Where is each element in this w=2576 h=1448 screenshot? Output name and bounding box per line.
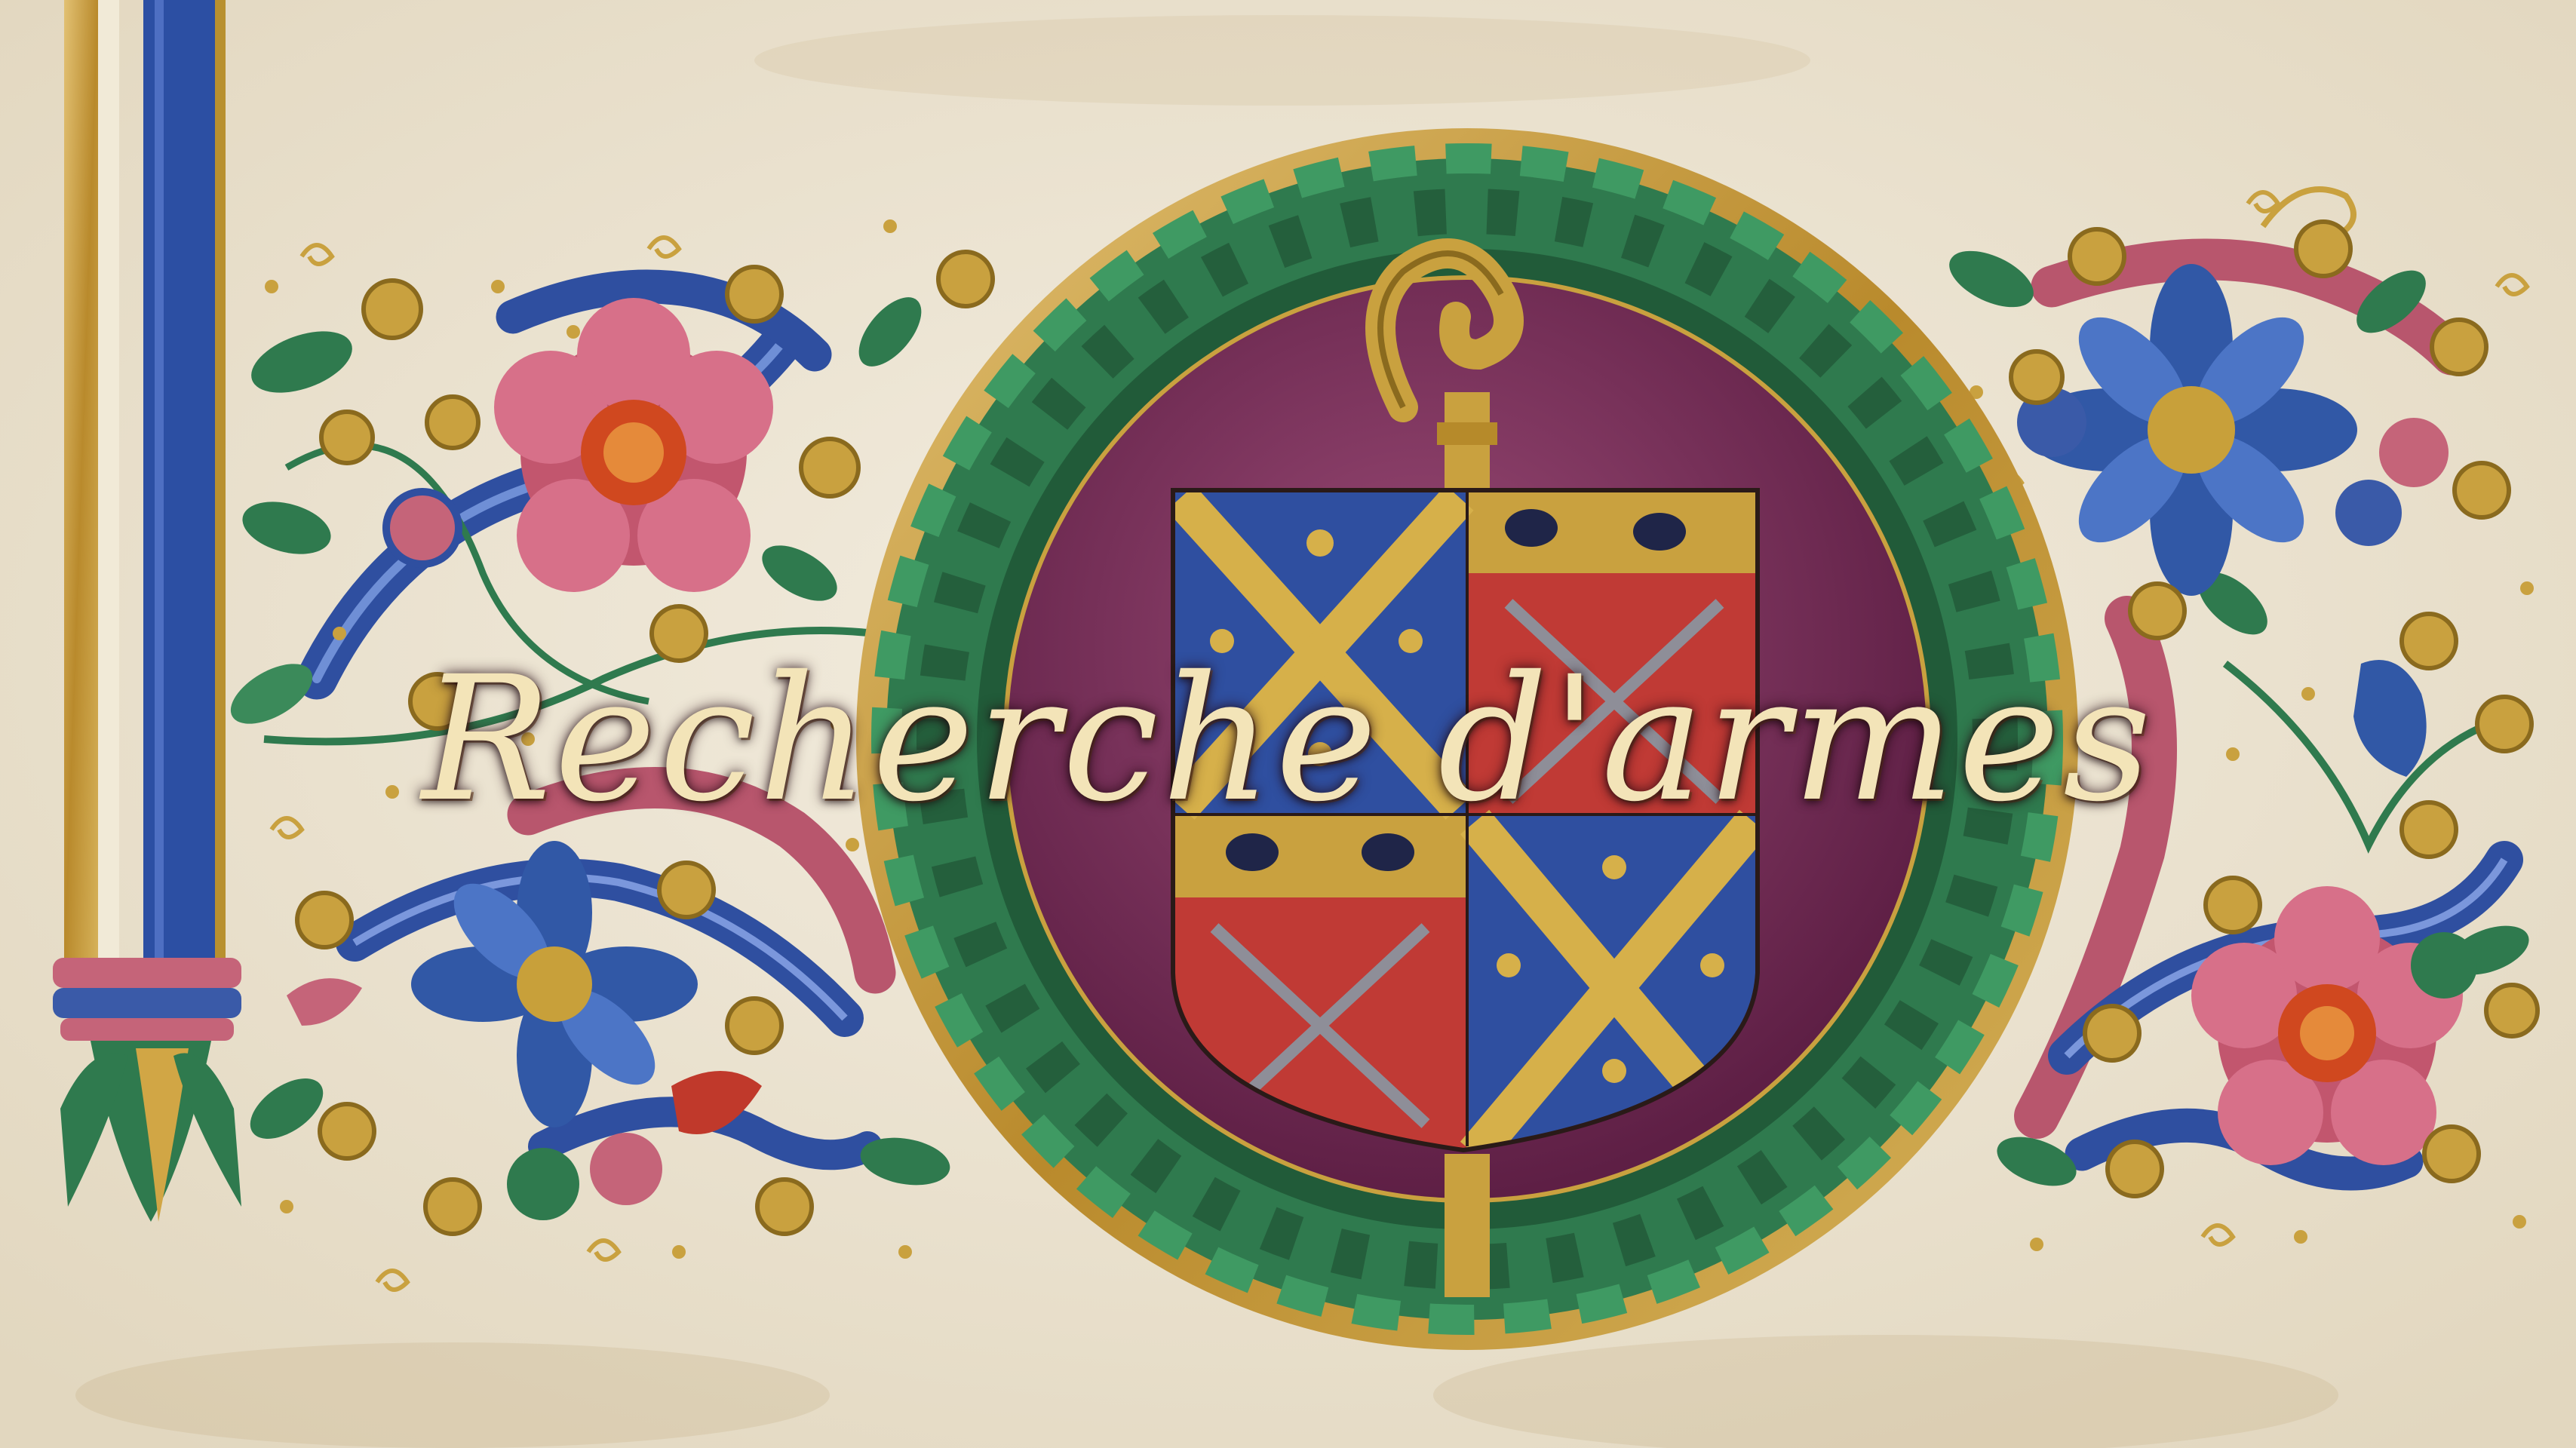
heraldic-medallion <box>856 128 2078 1350</box>
page-title: Recherche d'armes <box>422 639 2154 839</box>
left-border-bar <box>53 0 241 1222</box>
